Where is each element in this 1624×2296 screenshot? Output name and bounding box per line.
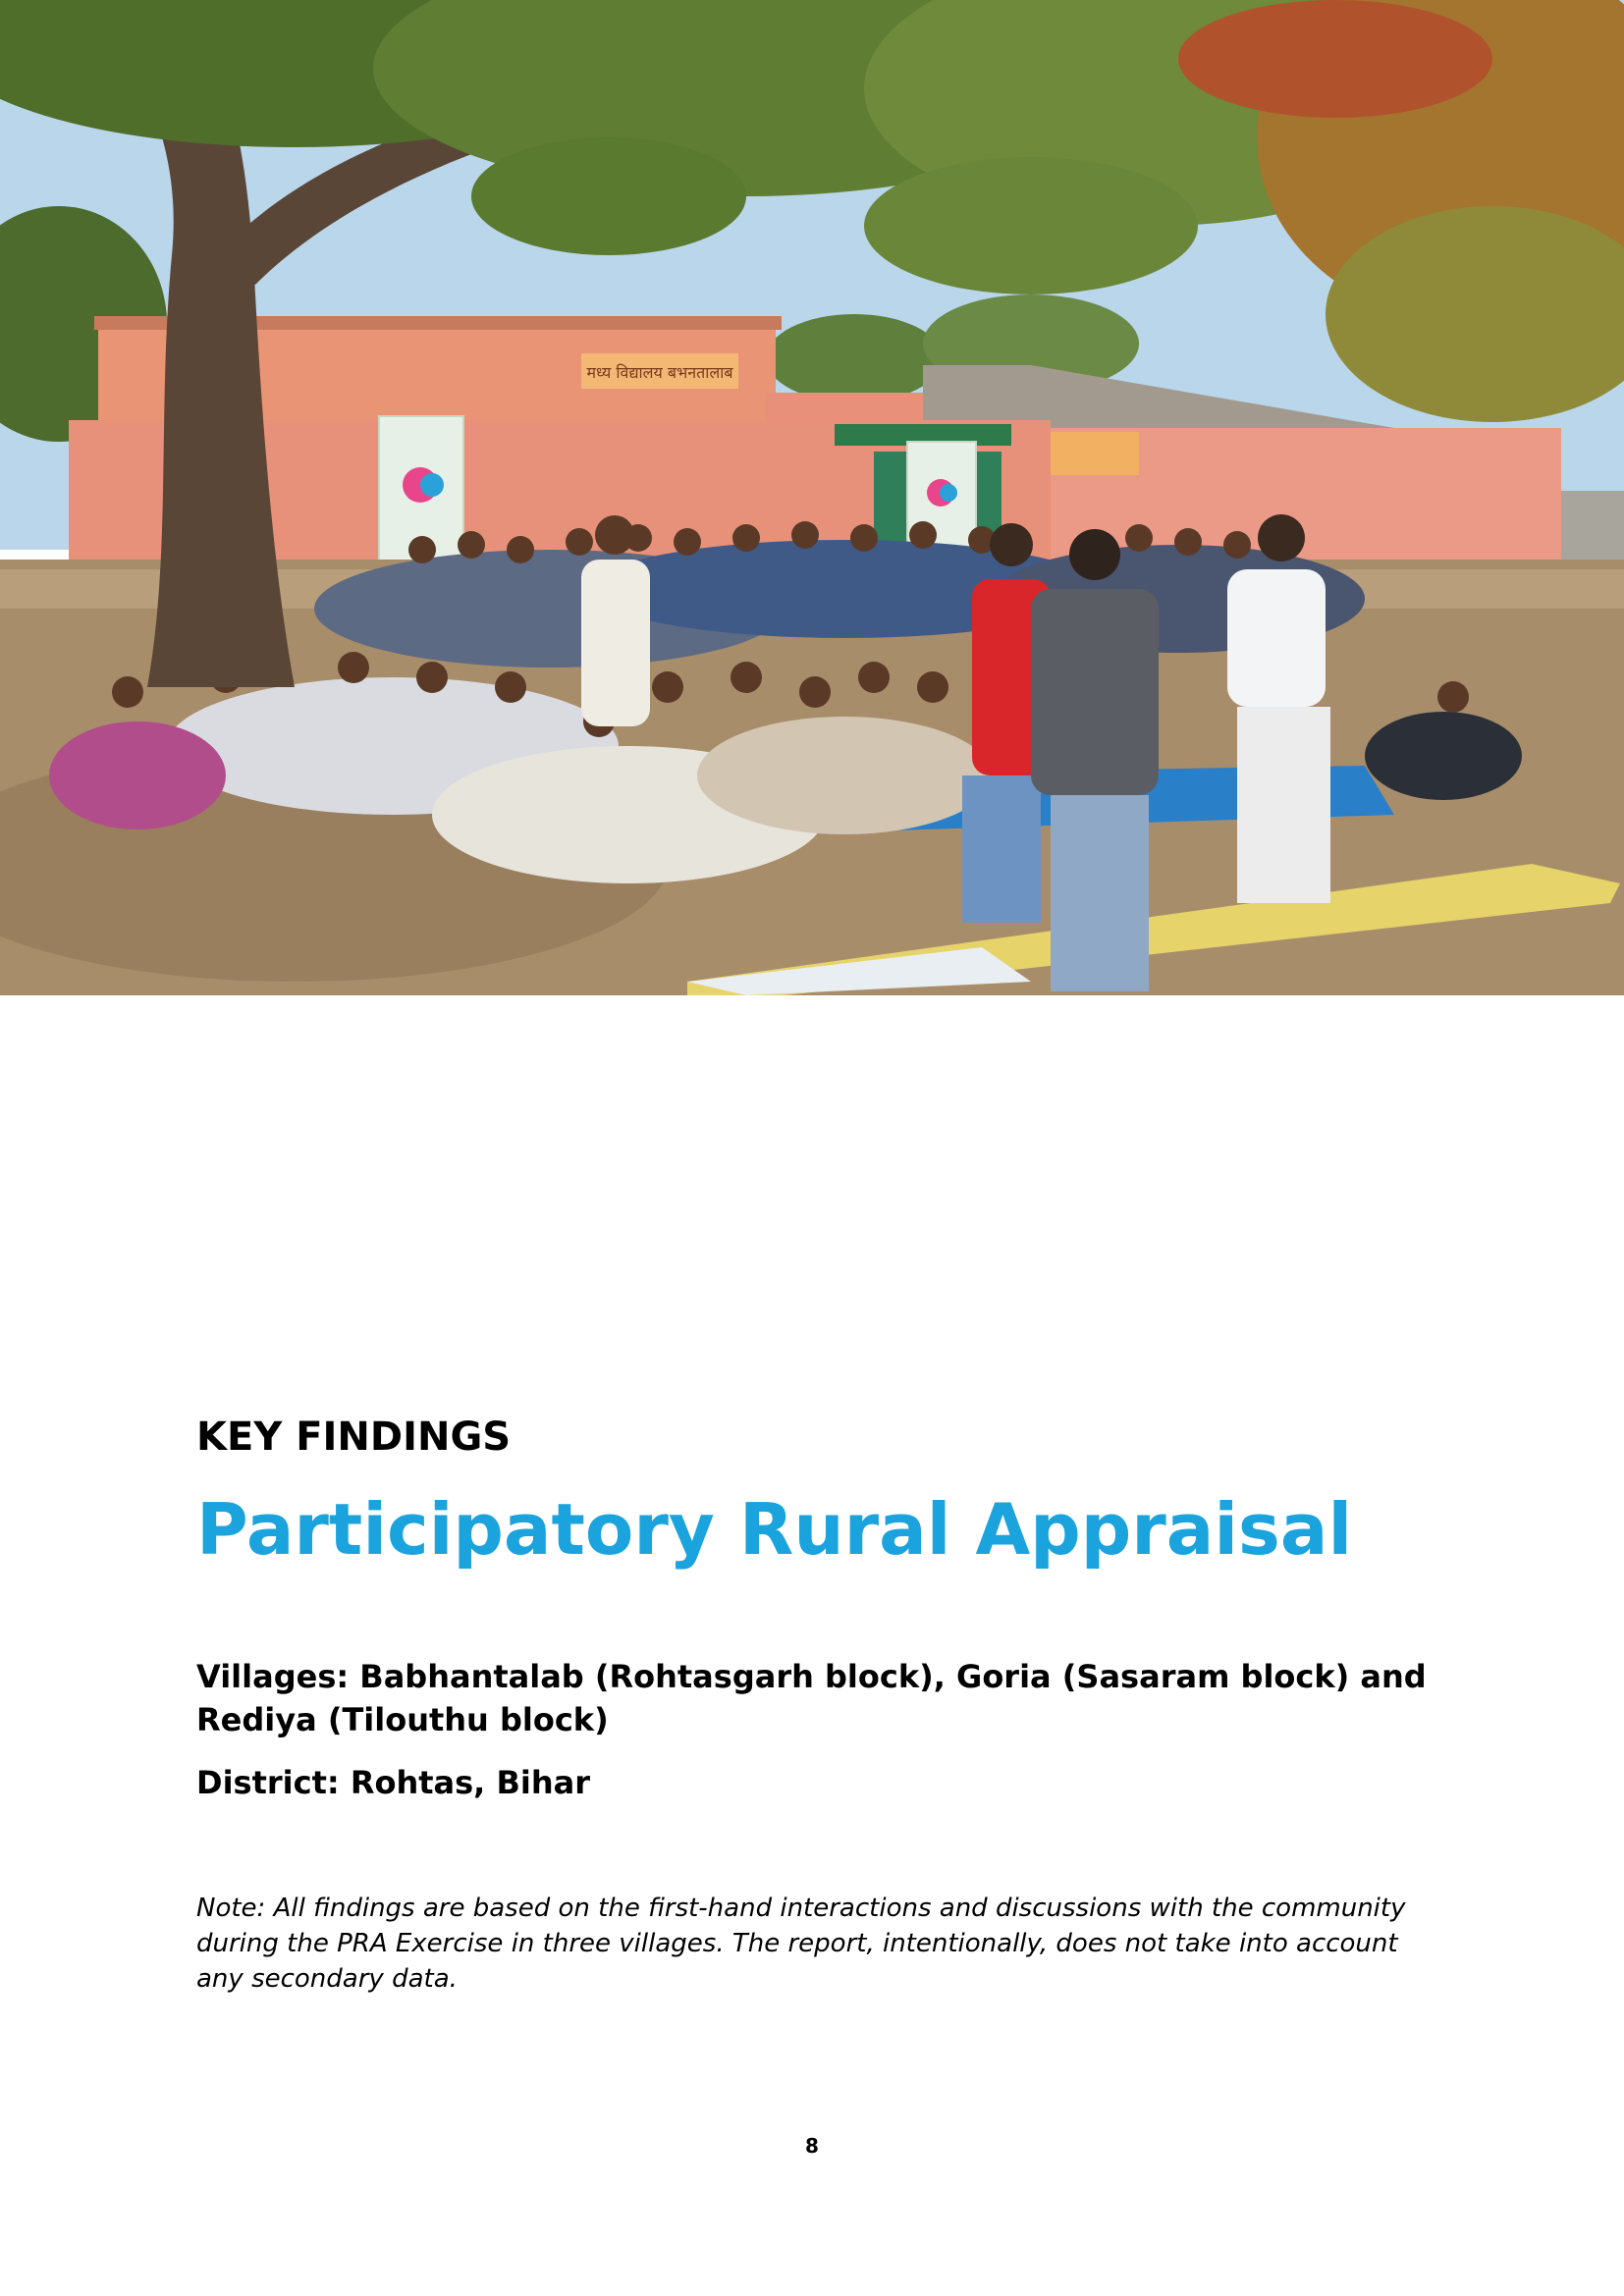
wall-notice bbox=[1041, 432, 1139, 475]
page-title: Participatory Rural Appraisal bbox=[196, 1488, 1353, 1571]
school-signboard-text: मध्य विद्यालय बभनतालाब bbox=[586, 363, 733, 382]
stone-wall bbox=[1561, 491, 1624, 569]
cover-photo-illustration bbox=[0, 0, 1624, 995]
distant-tree bbox=[766, 314, 943, 402]
banner-logo bbox=[420, 473, 444, 497]
banner-logo bbox=[940, 484, 957, 502]
villages-value: Babhantalab (Rohtasgarh block), Goria (Sasaram block) and Rediya (Tilouthu block) bbox=[196, 1658, 1427, 1738]
section-kicker: KEY FINDINGS bbox=[196, 1415, 512, 1460]
district-line bbox=[196, 1761, 590, 1804]
page-number: 8 bbox=[805, 2134, 819, 2158]
district-label: District: bbox=[196, 1764, 340, 1801]
villages-label: Villages: bbox=[196, 1658, 350, 1695]
district-value: Rohtas, Bihar bbox=[350, 1764, 590, 1801]
villages-line bbox=[196, 1655, 1434, 1741]
note-paragraph: Note: All findings are based on the first-hand interactions and discussions with the community during the PRA Exercise in three villages. The report, intentionally, does not take into account any secondary data. bbox=[196, 1894, 1406, 1994]
cover-photo bbox=[0, 0, 1624, 995]
